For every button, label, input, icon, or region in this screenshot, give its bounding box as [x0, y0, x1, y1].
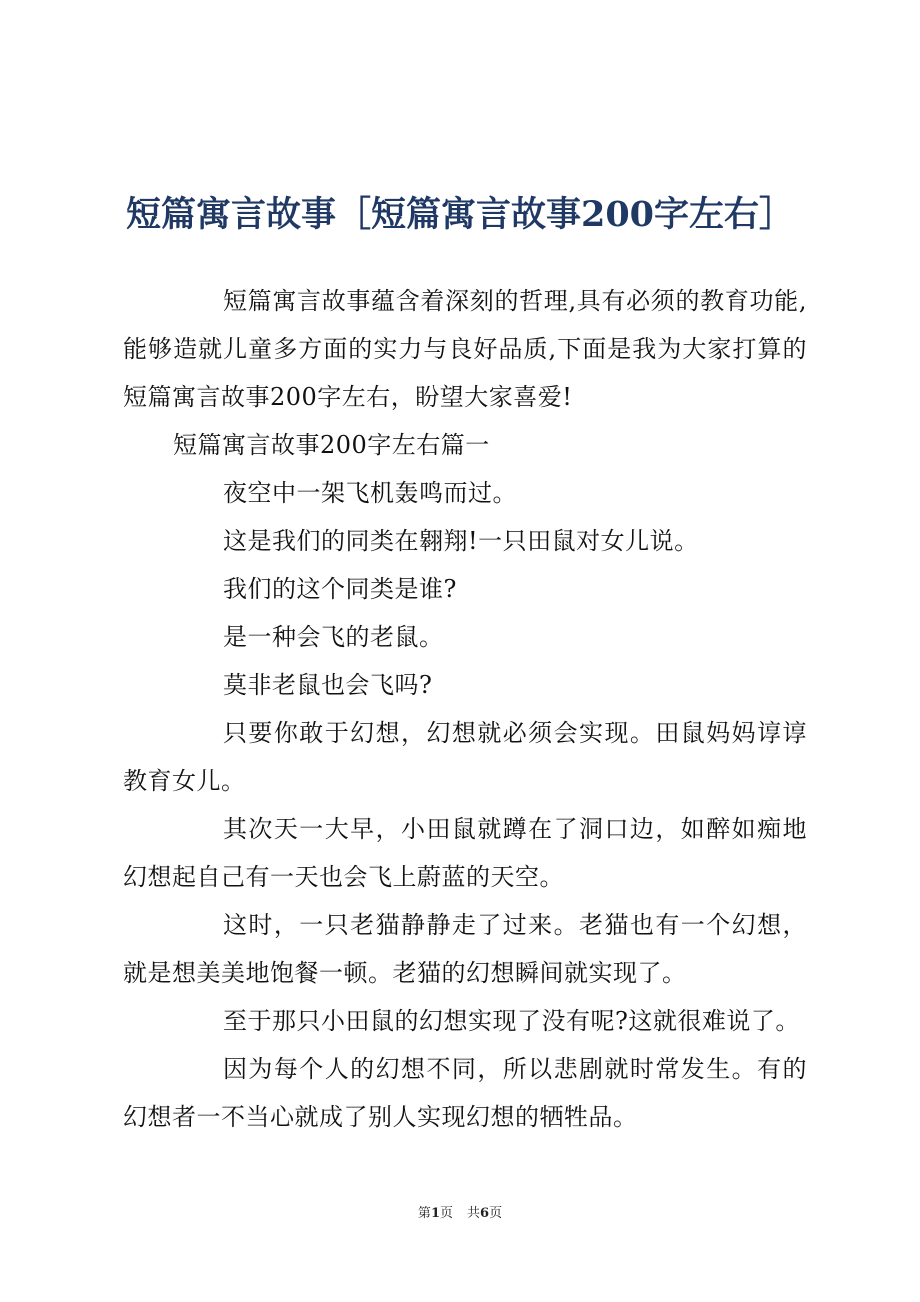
story-paragraph: 因为每个人的幻想不同，所以悲剧就时常发生。有的幻想者一不当心就成了别人实现幻想的牺牲品。 — [123, 1055, 807, 1131]
total-prefix: 共 — [467, 1206, 481, 1221]
page-number: 1 — [430, 1206, 440, 1221]
page-prefix: 第 — [417, 1206, 431, 1221]
document-title: 短篇寓言故事［短篇寓言故事200字左右］ — [125, 194, 795, 235]
total-suffix: 页 — [489, 1206, 503, 1221]
document-body — [123, 277, 807, 1141]
story-paragraph: 只要你敢于幻想，幻想就必须会实现。田鼠妈妈谆谆教育女儿。 — [123, 719, 807, 795]
story-paragraph: 夜空中一架飞机轰鸣而过。 — [223, 479, 517, 507]
story-paragraph: 莫非老鼠也会飞吗? — [223, 671, 433, 699]
page-footer — [0, 1204, 920, 1224]
story-paragraph: 是一种会飞的老鼠。 — [223, 623, 444, 651]
page-suffix: 页 — [439, 1206, 453, 1221]
story-paragraph: 至于那只小田鼠的幻想实现了没有呢?这就很难说了。 — [223, 1007, 800, 1035]
story-paragraph: 这是我们的同类在翱翔!一只田鼠对女儿说。 — [223, 527, 699, 555]
story-paragraph: 其次天一大早，小田鼠就蹲在了洞口边，如醉如痴地幻想起自己有一天也会飞上蔚蓝的天空。 — [123, 815, 807, 891]
story-paragraph: 这时，一只老猫静静走了过来。老猫也有一个幻想，就是想美美地饱餐一顿。老猫的幻想瞬间就实现了。 — [123, 911, 807, 987]
total-pages: 6 — [480, 1206, 490, 1221]
section-heading: 短篇寓言故事200字左右篇一 — [173, 431, 490, 459]
story-paragraph: 我们的这个同类是谁? — [223, 575, 457, 603]
intro-paragraph: 短篇寓言故事蕴含着深刻的哲理,具有必须的教育功能,能够造就儿童多方面的实力与良好品质,下面是我为大家打算的短篇寓言故事200字左右，盼望大家喜爱! — [123, 287, 807, 411]
